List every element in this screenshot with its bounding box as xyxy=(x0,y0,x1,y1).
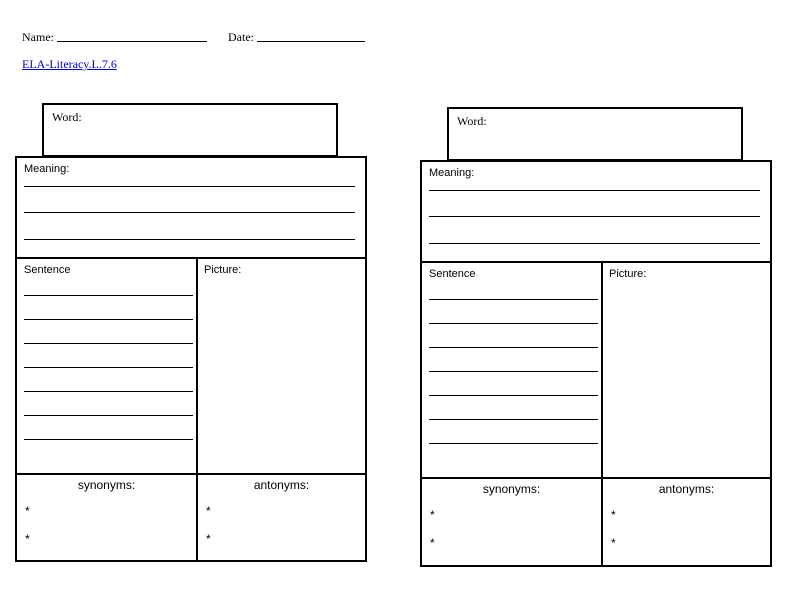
word-label: Word: xyxy=(457,114,487,128)
sentence-section xyxy=(17,259,198,473)
card-body xyxy=(420,160,772,567)
sentence-line[interactable] xyxy=(24,391,193,392)
sentence-line[interactable] xyxy=(429,347,598,348)
vocab-card-left xyxy=(15,103,367,546)
sentence-line[interactable] xyxy=(24,415,193,416)
synonym-bullet: * xyxy=(430,536,435,550)
synonyms-section[interactable] xyxy=(422,479,603,566)
antonym-bullet: * xyxy=(611,536,616,550)
meaning-line[interactable] xyxy=(429,190,760,191)
date-field[interactable] xyxy=(257,41,365,42)
synonyms-label: synonyms: xyxy=(482,482,541,496)
meaning-label: Meaning: xyxy=(429,167,475,179)
sentence-line[interactable] xyxy=(24,295,193,296)
meaning-line[interactable] xyxy=(24,186,355,187)
meaning-section xyxy=(17,158,365,259)
antonyms-section[interactable] xyxy=(198,475,365,562)
meaning-line[interactable] xyxy=(24,212,355,213)
card-body xyxy=(15,156,367,562)
sentence-line[interactable] xyxy=(24,367,193,368)
meaning-section xyxy=(422,162,770,263)
synonyms-label: synonyms: xyxy=(77,478,136,492)
sentence-line[interactable] xyxy=(429,419,598,420)
standard-link[interactable]: ELA-Literacy.L.7.6 xyxy=(22,57,117,71)
picture-label: Picture: xyxy=(204,264,242,276)
antonym-bullet: * xyxy=(206,532,211,546)
sentence-line[interactable] xyxy=(429,323,598,324)
synonym-bullet: * xyxy=(25,504,30,518)
picture-label: Picture: xyxy=(609,268,647,280)
sentence-line[interactable] xyxy=(429,371,598,372)
picture-section[interactable] xyxy=(198,259,365,473)
word-label: Word: xyxy=(52,110,82,124)
synonyms-antonyms-row xyxy=(422,477,770,566)
sentence-line[interactable] xyxy=(429,395,598,396)
sentence-label: Sentence xyxy=(429,268,476,280)
sentence-line[interactable] xyxy=(24,439,193,440)
antonym-bullet: * xyxy=(611,508,616,522)
antonyms-label: antonyms: xyxy=(658,482,715,496)
name-field[interactable] xyxy=(57,41,207,42)
meaning-line[interactable] xyxy=(24,239,355,240)
sentence-line[interactable] xyxy=(429,443,598,444)
vocab-card-right xyxy=(420,107,772,550)
synonym-bullet: * xyxy=(430,508,435,522)
sentence-section xyxy=(422,263,603,477)
synonyms-section[interactable] xyxy=(17,475,198,562)
date-label: Date: xyxy=(228,30,254,44)
picture-section[interactable] xyxy=(603,263,770,477)
sentence-line[interactable] xyxy=(24,319,193,320)
sentence-line[interactable] xyxy=(429,299,598,300)
antonyms-label: antonyms: xyxy=(253,478,310,492)
antonyms-section[interactable] xyxy=(603,479,770,566)
synonym-bullet: * xyxy=(25,532,30,546)
sentence-line[interactable] xyxy=(24,343,193,344)
synonyms-antonyms-row xyxy=(17,473,365,562)
meaning-line[interactable] xyxy=(429,216,760,217)
meaning-label: Meaning: xyxy=(24,163,70,175)
meaning-line[interactable] xyxy=(429,243,760,244)
name-label: Name: xyxy=(22,30,54,44)
word-box[interactable] xyxy=(447,107,743,161)
sentence-label: Sentence xyxy=(24,264,71,276)
word-box[interactable] xyxy=(42,103,338,157)
antonym-bullet: * xyxy=(206,504,211,518)
